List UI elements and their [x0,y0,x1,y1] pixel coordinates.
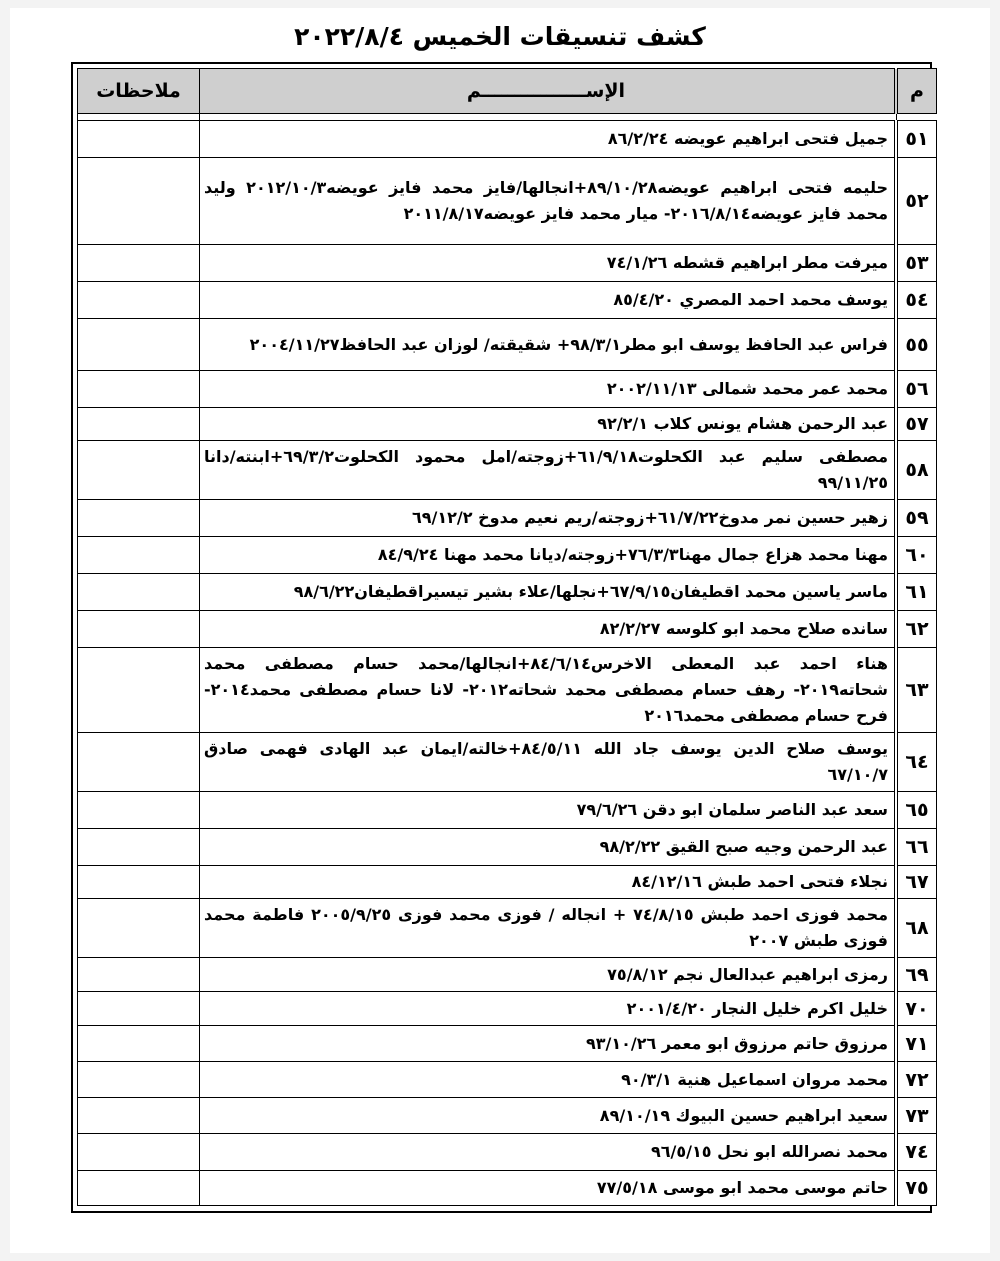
table-row [78,1026,937,1062]
row-notes [78,121,200,158]
row-name: مهنا محمد هزاع جمال مهنا٧٦/٣/٣+زوجته/ديانا محمد مهنا ٨٤/٩/٢٤ [200,537,897,574]
row-notes [78,1062,200,1098]
row-name: محمد مروان اسماعيل هنية ٩٠/٣/١ [200,1062,897,1098]
table-row [78,537,937,574]
row-number: ٧٢ [896,1062,937,1098]
table-row [78,1134,937,1171]
row-name: ميرفت مطر ابراهيم قشطه ٧٤/١/٢٦ [200,245,897,282]
row-number: ٥٩ [896,500,937,537]
row-name: مرزوق حاتم مرزوق ابو معمر ٩٣/١٠/٢٦ [200,1026,897,1062]
table-row [78,441,937,500]
row-name: هناء احمد عبد المعطى الاخرس٨٤/٦/١٤+انجالها/محمد حسام مصطفى محمد شحاته٢٠١٩- رهف حسام مصطفى محمد شحاته٢٠١٢- لانا حسام مصطفى محمد٢٠١٤- فرح حسام مصطفى محمد٢٠١٦ [200,648,897,733]
row-notes [78,648,200,733]
row-number: ٥٢ [896,158,937,245]
row-notes [78,992,200,1026]
row-notes [78,245,200,282]
table-row [78,792,937,829]
row-notes [78,371,200,408]
row-number: ٥٣ [896,245,937,282]
row-number: ٧٣ [896,1098,937,1134]
table-row [78,245,937,282]
row-number: ٦١ [896,574,937,611]
row-notes [78,319,200,371]
table-row [78,121,937,158]
row-notes [78,282,200,319]
row-notes [78,866,200,899]
row-name: نجلاء فتحى احمد طبش ٨٤/١٢/١٦ [200,866,897,899]
table-row [78,648,937,733]
row-number: ٥٥ [896,319,937,371]
row-notes [78,500,200,537]
row-name: رمزى ابراهيم عبدالعال نجم ٧٥/٨/١٢ [200,958,897,992]
row-notes [78,574,200,611]
table-row [78,1062,937,1098]
table-row [78,500,937,537]
row-name: محمد فوزى احمد طبش ٧٤/٨/١٥ + انجاله / فوزى محمد فوزى ٢٠٠٥/٩/٢٥ فاطمة محمد فوزى طبش ٢٠٠٧ [200,899,897,958]
table-row [78,829,937,866]
row-name: سعد عبد الناصر سلمان ابو دقن ٧٩/٦/٢٦ [200,792,897,829]
row-notes [78,611,200,648]
table-row [78,1098,937,1134]
row-number: ٥٤ [896,282,937,319]
document-title: كشف تنسيقات الخميس ٢٠٢٢/٨/٤ [294,22,706,51]
row-name: حليمه فتحى ابراهيم عويضه٨٩/١٠/٢٨+انجالها/فايز محمد فايز عويضه٢٠١٢/١٠/٣ وليد محمد فايز عويضه٢٠١٦/٨/١٤- ميار محمد فايز عويضه٢٠١١/٨/١٧ [200,158,897,245]
table-frame [71,62,932,1213]
row-notes [78,1134,200,1171]
row-name: زهير حسين نمر مدوخ٦١/٧/٢٢+زوجته/ريم نعيم مدوخ ٦٩/١٢/٢ [200,500,897,537]
table-body [78,121,937,1206]
table-row [78,611,937,648]
row-number: ٦٧ [896,866,937,899]
row-notes [78,899,200,958]
row-notes [78,441,200,500]
row-name: سانده صلاح محمد ابو كلوسه ٨٢/٢/٢٧ [200,611,897,648]
row-name: عبد الرحمن وجيه صبح القيق ٩٨/٢/٢٢ [200,829,897,866]
row-notes [78,1171,200,1206]
row-name: محمد نصرالله ابو نحل ٩٦/٥/١٥ [200,1134,897,1171]
row-number: ٦٩ [896,958,937,992]
row-number: ٥١ [896,121,937,158]
row-number: ٦٢ [896,611,937,648]
table-row [78,408,937,441]
row-number: ٧٥ [896,1171,937,1206]
row-name: عبد الرحمن هشام يونس كلاب ٩٢/٢/١ [200,408,897,441]
row-name: ماسر ياسين محمد اقطيفان٦٧/٩/١٥+نجلها/علاء بشير تيسيراقطيفان٩٨/٦/٢٢ [200,574,897,611]
row-number: ٦٦ [896,829,937,866]
header-name: الإســــــــــــــــم [200,69,897,114]
row-notes [78,829,200,866]
table-header-row [78,69,937,114]
row-name: مصطفى سليم عبد الكحلوت٦١/٩/١٨+زوجته/امل محمود الكحلوت٦٩/٣/٢+ابنته/دانا ٩٩/١١/٢٥ [200,441,897,500]
table-row [78,371,937,408]
table-row [78,733,937,792]
table-row [78,1171,937,1206]
coordination-table [77,68,937,1206]
row-name: فراس عبد الحافظ يوسف ابو مطر٩٨/٣/١+ شقيقته/ لوزان عبد الحافظ٢٠٠٤/١١/٢٧ [200,319,897,371]
table-row [78,899,937,958]
row-name: خليل اكرم خليل النجار ٢٠٠١/٤/٢٠ [200,992,897,1026]
table-row [78,574,937,611]
row-number: ٧٤ [896,1134,937,1171]
table-row [78,282,937,319]
row-number: ٦٠ [896,537,937,574]
row-notes [78,158,200,245]
row-notes [78,792,200,829]
row-number: ٧٠ [896,992,937,1026]
row-notes [78,733,200,792]
row-number: ٥٧ [896,408,937,441]
header-notes: ملاحظات [78,69,200,114]
header-number: م [896,69,937,114]
table-row [78,958,937,992]
row-notes [78,1026,200,1062]
row-notes [78,537,200,574]
row-number: ٦٥ [896,792,937,829]
table-row [78,319,937,371]
row-name: حاتم موسى محمد ابو موسى ٧٧/٥/١٨ [200,1171,897,1206]
row-notes [78,958,200,992]
header-spacer [78,114,937,121]
table-row [78,866,937,899]
table-row [78,992,937,1026]
table-row [78,158,937,245]
row-number: ٥٨ [896,441,937,500]
row-number: ٥٦ [896,371,937,408]
row-number: ٦٤ [896,733,937,792]
row-name: يوسف محمد احمد المصري ٨٥/٤/٢٠ [200,282,897,319]
row-number: ٦٨ [896,899,937,958]
row-notes [78,1098,200,1134]
row-name: سعيد ابراهيم حسين البيوك ٨٩/١٠/١٩ [200,1098,897,1134]
row-number: ٧١ [896,1026,937,1062]
row-name: يوسف صلاح الدين يوسف جاد الله ٨٤/٥/١١+خالته/ايمان عبد الهادى فهمى صادق ٦٧/١٠/٧ [200,733,897,792]
row-name: جميل فتحى ابراهيم عويضه ٨٦/٢/٢٤ [200,121,897,158]
row-number: ٦٣ [896,648,937,733]
row-notes [78,408,200,441]
row-name: محمد عمر محمد شمالى ٢٠٠٢/١١/١٣ [200,371,897,408]
